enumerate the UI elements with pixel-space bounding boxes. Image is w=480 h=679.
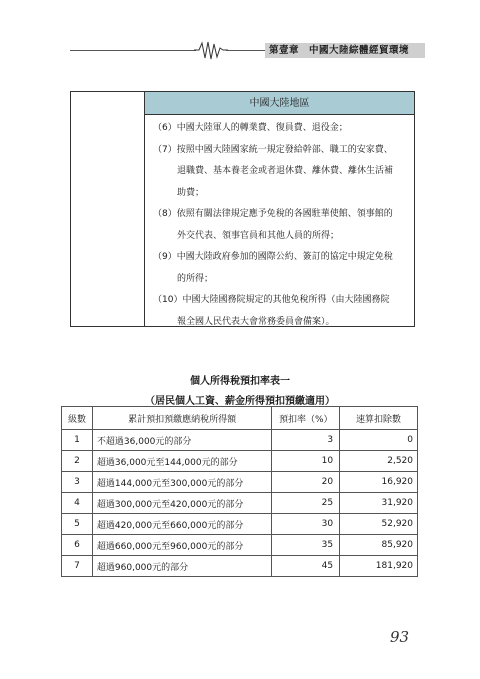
cell-quick-deduction: 2,520 — [340, 451, 418, 472]
region-column-header: 中國大陸地區 — [145, 92, 414, 115]
header-rule-left — [70, 50, 196, 51]
table-row — [62, 430, 418, 451]
table-column-divider — [144, 92, 145, 326]
list-item: （10）中國大陸國務院規定的其他免稅所得（由大陸國務院 — [153, 295, 390, 305]
cell-level: 5 — [62, 514, 93, 535]
cell-quick-deduction: 0 — [340, 430, 418, 451]
list-item: 的所得； — [177, 273, 214, 284]
list-item: （9）中國大陸政府參加的國際公約、簽訂的協定中規定免稅 — [153, 252, 393, 262]
cell-level: 3 — [62, 472, 93, 493]
cell-taxable-income: 超過660,000元至960,000元的部分 — [92, 535, 271, 556]
cell-quick-deduction: 31,920 — [340, 493, 418, 514]
table-row — [62, 493, 418, 514]
cell-level: 1 — [62, 430, 93, 451]
running-header — [265, 43, 425, 58]
cell-rate: 45 — [272, 556, 340, 577]
region-table-body — [153, 118, 408, 333]
header-level: 級數 — [62, 407, 93, 430]
table-row — [62, 451, 418, 472]
cell-level: 4 — [62, 493, 93, 514]
cell-quick-deduction: 52,920 — [340, 514, 418, 535]
cell-taxable-income: 超過36,000元至144,000元的部分 — [92, 451, 271, 472]
cell-rate: 3 — [272, 430, 340, 451]
cell-taxable-income: 超過420,000元至660,000元的部分 — [92, 514, 271, 535]
header-rate: 預扣率（%） — [272, 407, 340, 430]
cell-taxable-income: 不超過36,000元的部分 — [92, 430, 271, 451]
rate-table-title: 個人所得稅預扣率表一 — [190, 376, 290, 387]
cell-taxable-income: 超過960,000元的部分 — [92, 556, 271, 577]
cell-rate: 35 — [272, 535, 340, 556]
chapter-title: 中國大陸綜體經貿環境 — [309, 45, 410, 56]
table-row — [62, 556, 418, 577]
table-row — [62, 535, 418, 556]
list-item: （8）依照有關法律規定應予免稅的各國駐華使館、領事館的 — [153, 209, 393, 219]
list-item: 退職費、基本養老金或者退休費、離休費、離休生活補 — [177, 166, 394, 176]
cell-taxable-income: 超過300,000元至420,000元的部分 — [92, 493, 271, 514]
heartbeat-wave-icon — [194, 40, 228, 62]
list-item: 報全國人民代表大會常務委員會備案）。 — [177, 316, 335, 327]
cell-level: 7 — [62, 556, 93, 577]
cell-quick-deduction: 16,920 — [340, 472, 418, 493]
list-item: （7）按照中國大陸國家統一規定發給幹部、職工的安家費、 — [153, 144, 393, 155]
cell-rate: 25 — [272, 493, 340, 514]
cell-rate: 10 — [272, 451, 340, 472]
cell-level: 2 — [62, 451, 93, 472]
list-item: 助費； — [177, 187, 205, 198]
header-quick-deduction: 速算扣除數 — [340, 407, 418, 430]
header-taxable-income: 累計預扣預繳應納稅所得額 — [92, 407, 271, 430]
table-header-row — [62, 407, 418, 430]
table-row — [62, 514, 418, 535]
withholding-rate-table — [61, 406, 418, 577]
region-table — [70, 91, 415, 327]
cell-taxable-income: 超過144,000元至300,000元的部分 — [92, 472, 271, 493]
list-item: （6）中國大陸軍人的轉業費、復員費、退役金； — [153, 123, 348, 133]
chapter-label: 第壹章 — [269, 45, 300, 56]
cell-rate: 20 — [272, 472, 340, 493]
cell-rate: 30 — [272, 514, 340, 535]
cell-quick-deduction: 181,920 — [340, 556, 418, 577]
list-item: 外交代表、領事官員和其他人員的所得； — [177, 230, 340, 241]
table-row — [62, 472, 418, 493]
cell-level: 6 — [62, 535, 93, 556]
rate-table-subtitle: （居民個人工資、薪金所得預扣預繳適用） — [145, 396, 335, 407]
page-number: 93 — [390, 628, 410, 646]
cell-quick-deduction: 85,920 — [340, 535, 418, 556]
